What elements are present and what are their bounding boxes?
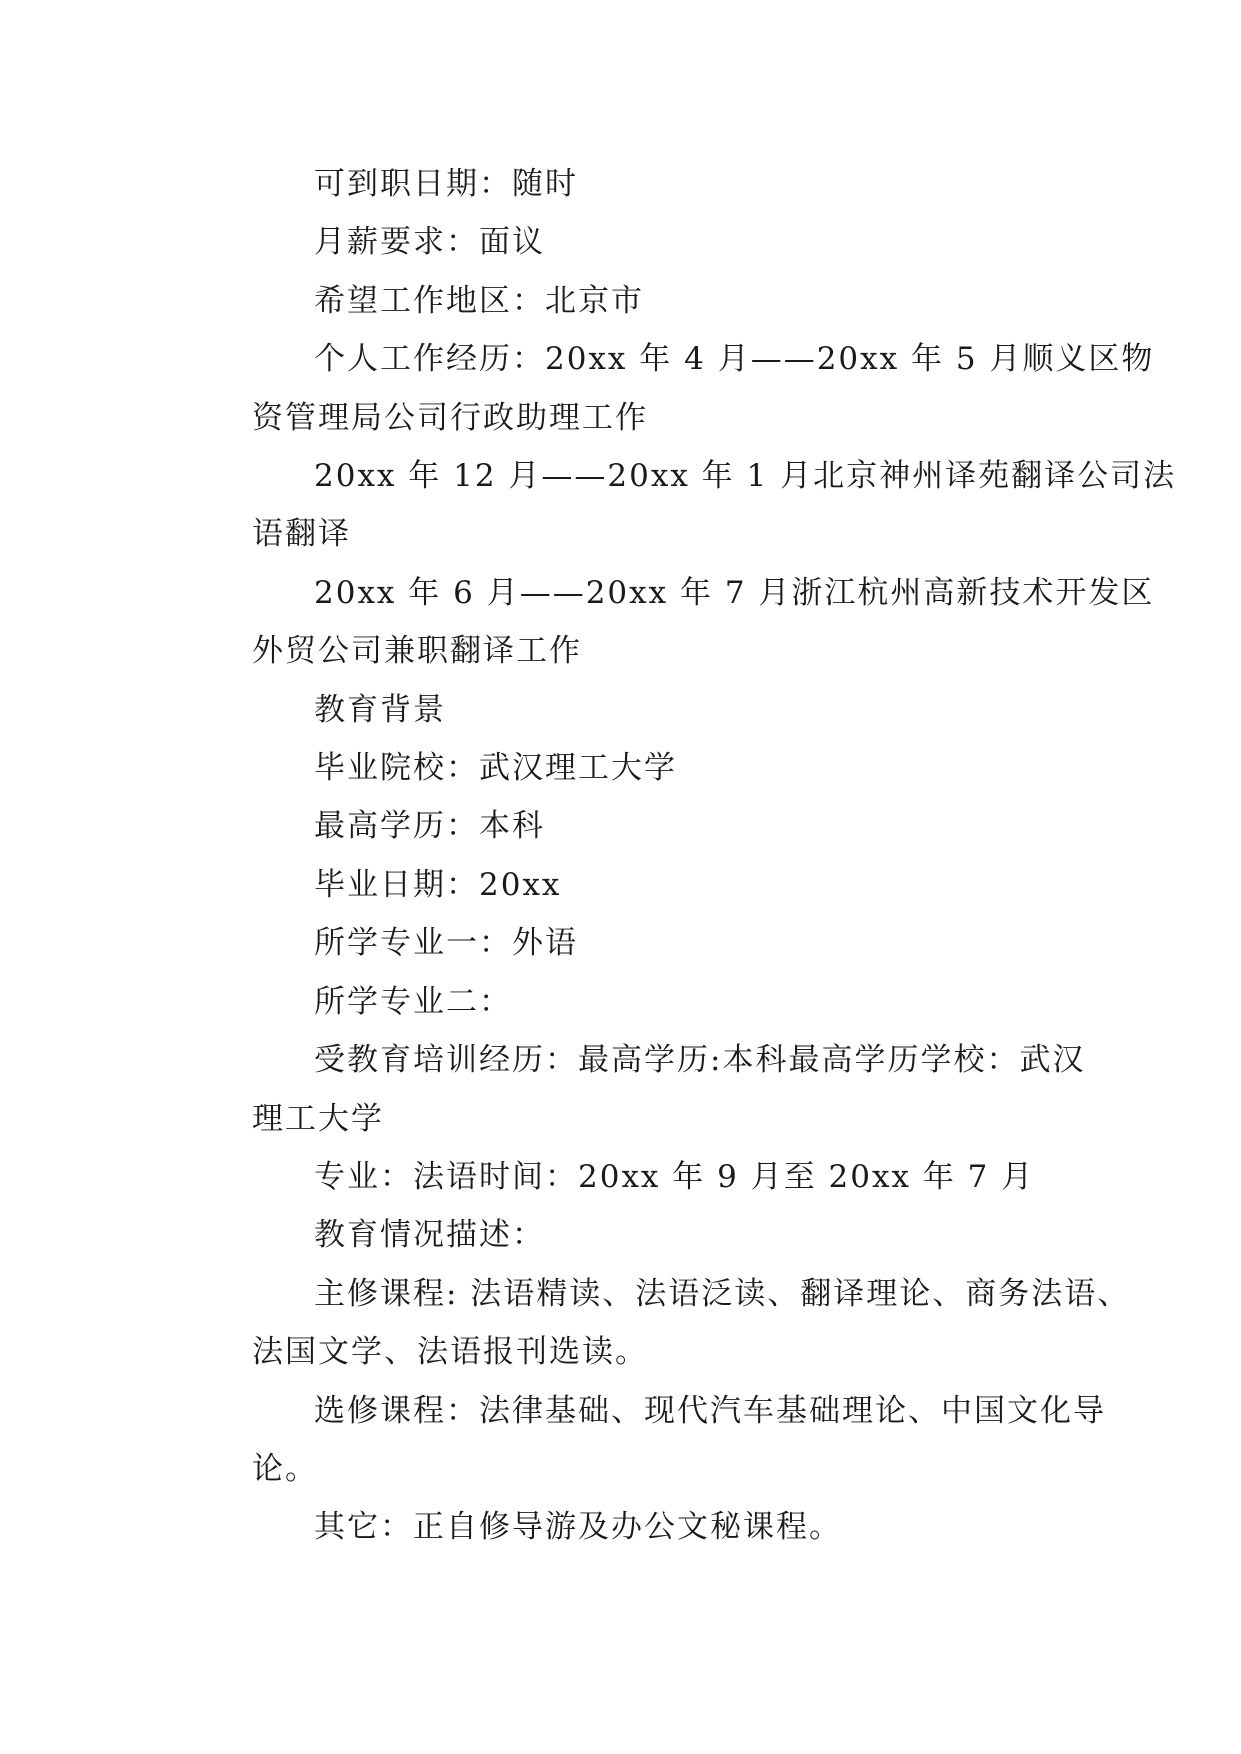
text-line: 教育情况描述：	[314, 1217, 545, 1254]
text-line: 受教育培训经历：最高学历:本科最高学历学校：武汉	[314, 1042, 1086, 1079]
text-line: 个人工作经历：20xx 年 4 月——20xx 年 5 月顺义区物	[314, 341, 1155, 378]
text-line: 希望工作地区：北京市	[314, 282, 644, 319]
paragraph-school	[190, 739, 1050, 797]
text-line: 法国文学、法语报刊选读。	[252, 1334, 648, 1371]
paragraph-major-1	[190, 914, 1050, 972]
text-line: 语翻译	[252, 516, 351, 553]
text-line: 20xx 年 12 月——20xx 年 1 月北京神州译苑翻译公司法	[314, 458, 1177, 495]
text-line: 论。	[252, 1450, 318, 1487]
paragraph-core-courses	[190, 1265, 1131, 1382]
paragraph-degree	[190, 797, 1050, 855]
paragraph-location	[190, 272, 1050, 330]
paragraph-other	[190, 1498, 1050, 1556]
paragraph-training-history	[190, 1031, 1086, 1148]
text-line: 毕业院校：武汉理工大学	[314, 750, 677, 787]
text-line: 20xx 年 6 月——20xx 年 7 月浙江杭州高新技术开发区	[314, 574, 1155, 611]
text-line: 可到职日期：随时	[314, 166, 578, 202]
paragraph-salary	[190, 213, 1050, 271]
text-line: 所学专业二：	[314, 983, 512, 1020]
paragraph-education-description	[190, 1206, 1050, 1264]
paragraph-elective-courses	[190, 1382, 1106, 1499]
text-line: 教育背景	[314, 691, 446, 728]
text-line: 其它：正自修导游及办公文秘课程。	[314, 1509, 842, 1546]
document-body	[190, 155, 1177, 1557]
paragraph-major-2	[190, 973, 1050, 1031]
text-line: 毕业日期：20xx	[314, 866, 562, 903]
paragraph-major-time	[190, 1148, 1050, 1206]
text-line: 月薪要求：面议	[314, 224, 545, 261]
text-line: 最高学历：本科	[314, 808, 545, 845]
text-line: 资管理局公司行政助理工作	[252, 399, 648, 436]
text-line: 选修课程：法律基础、现代汽车基础理论、中国文化导	[314, 1392, 1106, 1429]
text-line: 理工大学	[252, 1100, 384, 1137]
paragraph-work-history-1	[190, 330, 1155, 447]
section-heading-education	[190, 681, 1050, 739]
paragraph-available-date	[190, 155, 1050, 213]
text-line: 主修课程: 法语精读、法语泛读、翻译理论、商务法语、	[314, 1275, 1131, 1312]
paragraph-graduation-date	[190, 856, 1050, 914]
text-line: 所学专业一：外语	[314, 925, 578, 962]
text-line: 外贸公司兼职翻译工作	[252, 633, 582, 670]
paragraph-work-history-2	[190, 447, 1177, 564]
text-line: 专业：法语时间：20xx 年 9 月至 20xx 年 7 月	[314, 1158, 1035, 1195]
paragraph-work-history-3	[190, 564, 1155, 681]
